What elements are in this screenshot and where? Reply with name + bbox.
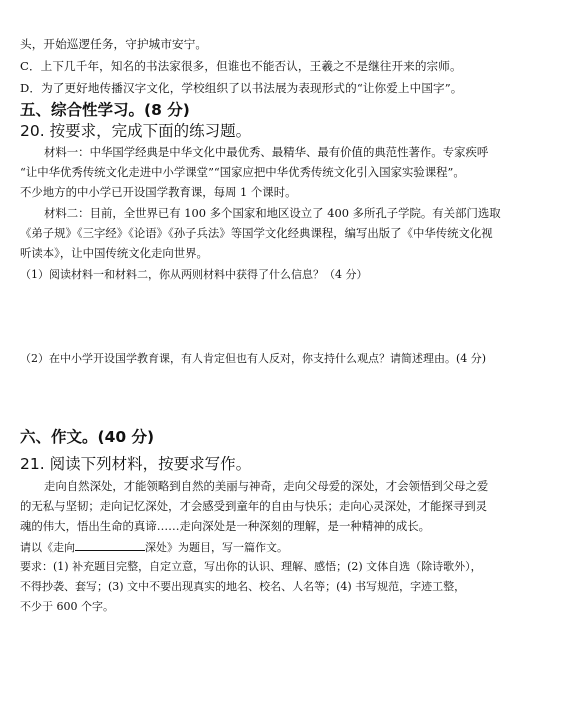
material-one-line-3: 不少地方的中小学已开设国学教育课，每周 1 个课时。 (20, 185, 297, 199)
sub-question-2: （2）在中小学开设国学教育课，有人肯定但也有人反对，你支持什么观点？请简述理由。(4 分) (20, 352, 487, 365)
essay-title-prompt-end: 深处》为题目，写一篇作文。 (145, 541, 288, 554)
essay-title-prompt-start: 请以《走向 (20, 541, 75, 554)
essay-material-line-3: 魂的伟大，悟出生命的真谛……走向深处是一种深刻的理解，是一种精神的成长。 (20, 519, 431, 533)
question-20-title: 20. 按要求，完成下面的练习题。 (20, 122, 252, 140)
text-line-continuation: 头，开始巡逻任务，守护城市安宁。 (20, 37, 208, 51)
material-two-line-1: 材料二：目前，全世界已有 100 多个国家和地区设立了 400 多所孔子学院。有关部门选取 (44, 206, 501, 220)
essay-material-line-1: 走向自然深处，才能领略到自然的美丽与神奇，走向父母爱的深处，才会领悟到父母之爱 (44, 479, 489, 493)
question-21-title: 21. 阅读下列材料，按要求写作。 (20, 455, 252, 473)
title-blank (75, 540, 145, 551)
section-six-heading: 六、作文。(40 分) (20, 428, 155, 446)
essay-requirements-line-1: 要求：(1) 补充题目完整，自定立意，写出你的认识、理解、感悟；(2) 文体自选（除诗歌外）， (20, 560, 482, 573)
option-c: C．上下几千年，知名的书法家很多，但谁也不能否认，王羲之不是继往开来的宗师。 (20, 59, 462, 73)
material-two-line-2: 《弟子规》《三字经》《论语》《孙子兵法》等国学文化经典课程，编写出版了《中华传统文化视 (20, 226, 493, 240)
option-d: D．为了更好地传播汉字文化，学校组织了以书法展为表现形式的“让你爱上中国字”。 (20, 81, 463, 95)
essay-material-line-2: 的无私与坚韧；走向记忆深处，才会感受到童年的自由与快乐；走向心灵深处，才能探寻到灵 (20, 499, 488, 513)
material-one-line-2: “让中华优秀传统文化走进中小学课堂”“国家应把中华优秀传统文化引入国家实验课程”。 (20, 165, 465, 179)
essay-requirements-line-2: 不得抄袭、套写；(3) 文中不要出现真实的地名、校名、人名等；(4) 书写规范，字迹工整， (20, 580, 466, 593)
sub-question-1: （1）阅读材料一和材料二，你从两则材料中获得了什么信息？（4 分） (20, 268, 368, 281)
essay-title-prompt (20, 540, 573, 554)
material-two-line-3: 听读本》，让中国传统文化走向世界。 (20, 246, 208, 260)
essay-requirements-line-3: 不少于 600 个字。 (20, 600, 114, 613)
section-five-heading: 五、综合性学习。(8 分) (20, 101, 190, 119)
material-one-line-1: 材料一：中华国学经典是中华文化中最优秀、最精华、最有价值的典范性著作。专家疾呼 (44, 145, 489, 159)
